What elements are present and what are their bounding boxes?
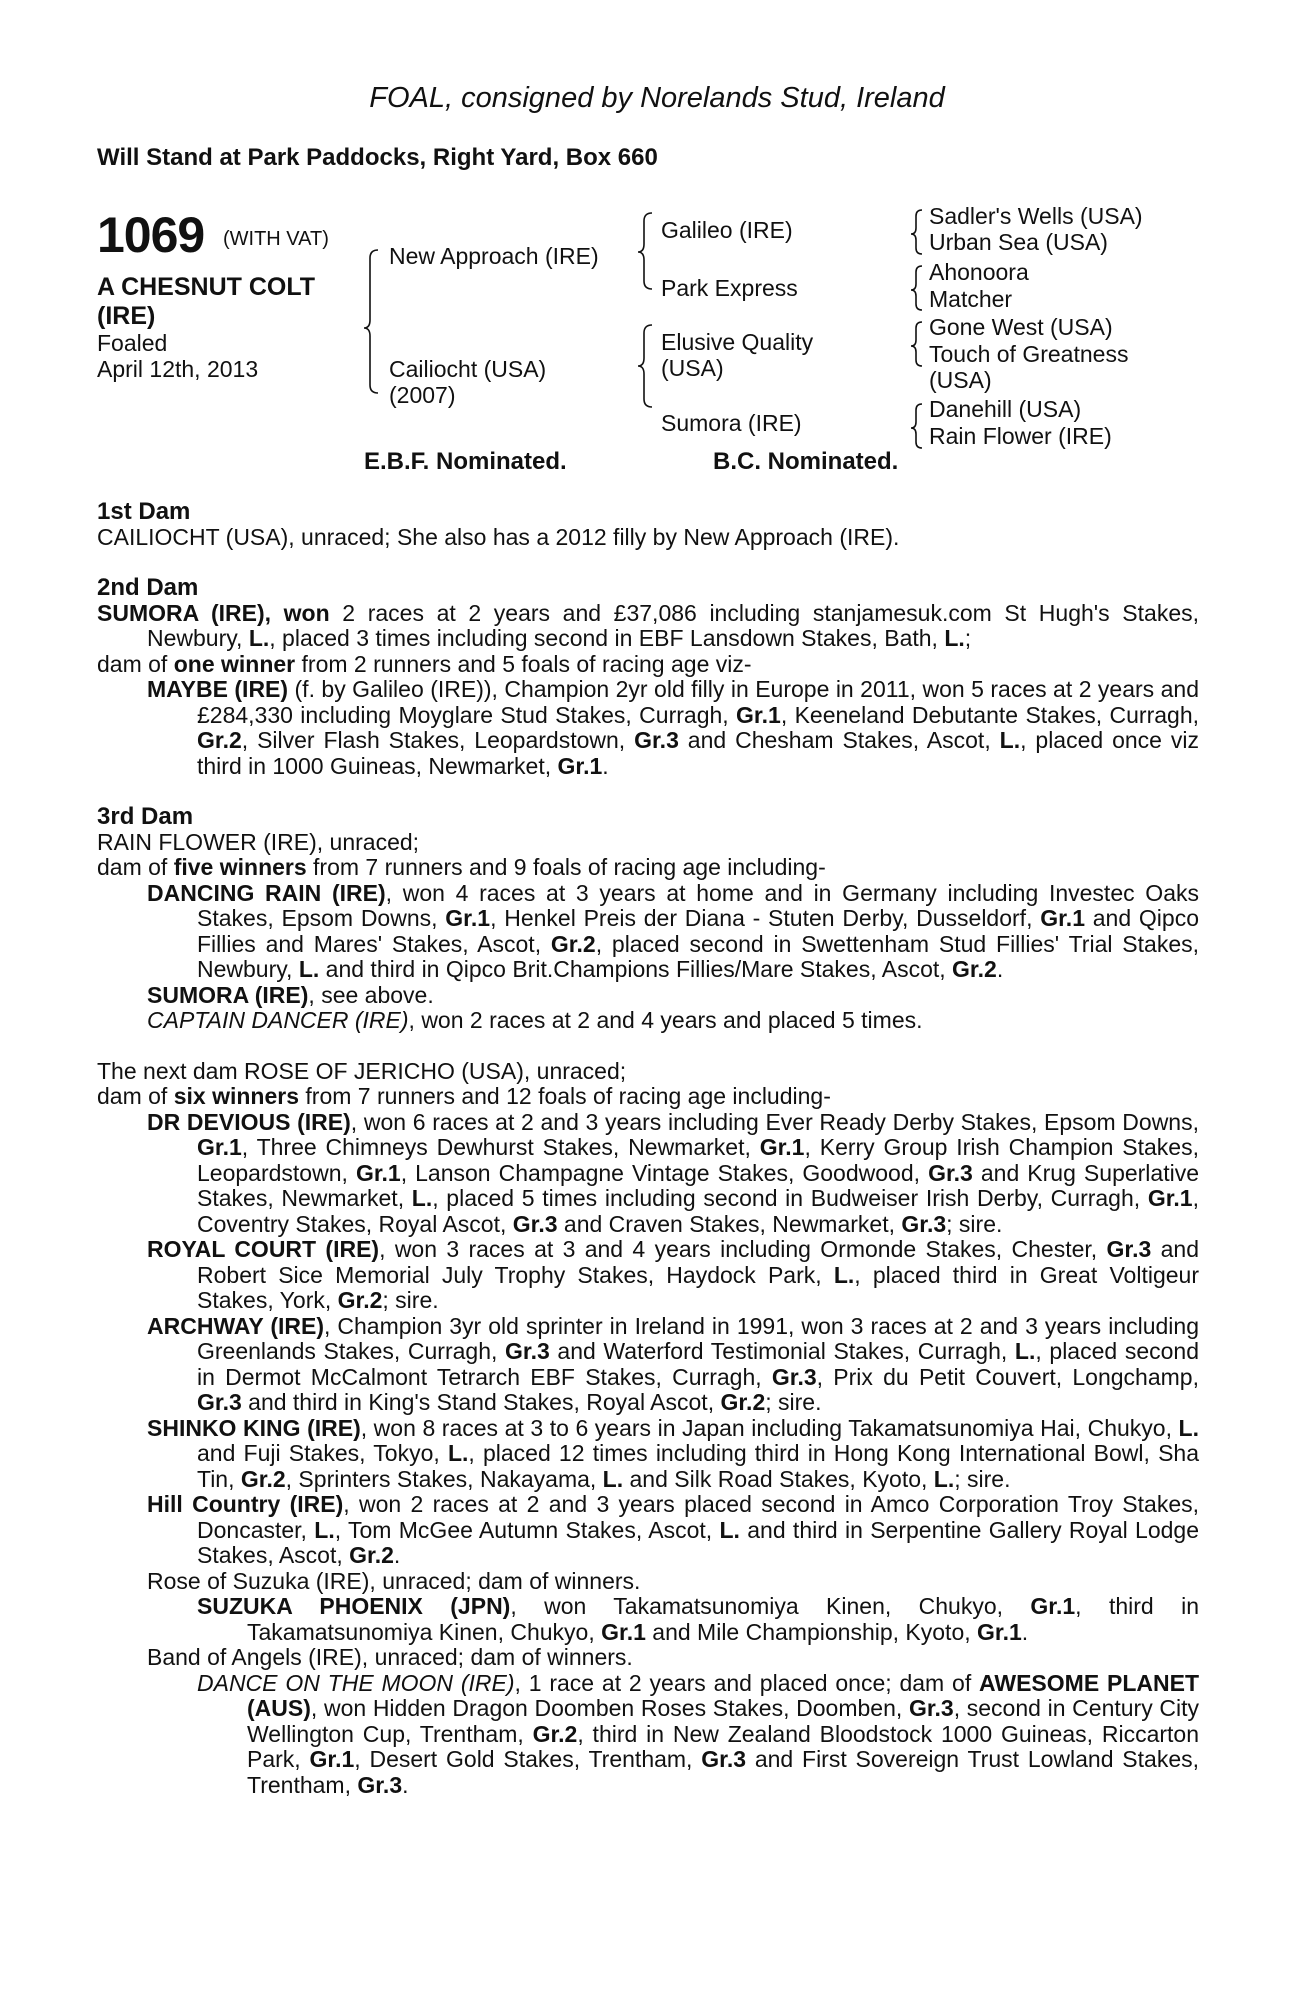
dd-t9: ; sire. xyxy=(946,1210,1003,1237)
consignment-title: FOAL, consigned by Norelands Stud, Ireland xyxy=(369,82,945,114)
dd-t1: , won 6 races at 2 and 3 years including Ever Ready Derby Stakes, Epsom Downs, xyxy=(350,1108,1199,1135)
brace-dam xyxy=(638,325,652,407)
dr-t6: . xyxy=(996,956,1004,982)
maybe-t2: , Keeneland Debutante Stakes, Curragh, xyxy=(780,701,1200,728)
dd-g5: Gr.1 xyxy=(1147,1185,1193,1211)
rc-t3: , placed third in Great Voltigeur Stakes, York, xyxy=(197,1261,1199,1313)
rc-t2: and Robert Sice Memorial July Trophy Stakes, Haydock Park, xyxy=(197,1236,1200,1288)
foaled-label: Foaled xyxy=(97,330,168,356)
dam4-winners: six winners xyxy=(173,1083,299,1109)
dam1-heading: 1st Dam xyxy=(97,498,191,525)
dancing-rain-record xyxy=(97,881,1199,983)
lot-desc-line2: (IRE) xyxy=(97,302,156,330)
dm-g4: Gr.3 xyxy=(701,1746,747,1772)
dm-t3: , second in Century City Wellington Cup, Trentham, xyxy=(247,1695,1200,1747)
dm-t2: , won Hidden Dragon Doomben Roses Stakes, Doomben, xyxy=(310,1695,909,1721)
rc-t4: ; sire. xyxy=(382,1287,439,1313)
dd-t8: and Craven Stakes, Newmarket, xyxy=(557,1210,902,1237)
rose-of-suzuka: Rose of Suzuka (IRE), unraced; dam of winners. xyxy=(147,1567,641,1594)
ar-g2: Gr.3 xyxy=(771,1363,817,1390)
maybe-l3: L. xyxy=(999,727,1021,753)
rc-l: L. xyxy=(833,1261,855,1288)
dam4-line1: The next dam ROSE OF JERICHO (USA), unraced; xyxy=(97,1057,627,1084)
sp-g1: Gr.1 xyxy=(1030,1593,1076,1619)
maybe-name: MAYBE (IRE) xyxy=(147,676,289,702)
pedigree-sire-dam: Park Express xyxy=(661,275,798,301)
foaled-value: April 12th, 2013 xyxy=(97,356,259,382)
hc-l2: L. xyxy=(719,1516,740,1543)
sp-g2: Gr.1 xyxy=(601,1618,646,1645)
dm-t1: , 1 race at 2 years and placed once; dam of xyxy=(514,1669,980,1696)
maybe-t6: . xyxy=(602,752,609,779)
sk-l3: L. xyxy=(602,1465,624,1492)
dam2-won: , won xyxy=(264,599,330,626)
pedigree-braces xyxy=(0,0,1314,470)
dd-g1: Gr.1 xyxy=(197,1134,242,1160)
sk-l4: L. xyxy=(933,1465,955,1492)
sp-t1: , won Takamatsunomiya Kinen, Chukyo, xyxy=(510,1593,1031,1619)
pedigree-ssd: Urban Sea (USA) xyxy=(929,229,1108,255)
ebf-nominated: E.B.F. Nominated. xyxy=(364,448,567,475)
sk-t4: , Sprinters Stakes, Nakayama, xyxy=(285,1465,603,1492)
maybe-g4: Gr.1 xyxy=(557,752,603,779)
pedigree-dam-name: Cailiocht (USA) xyxy=(389,356,547,382)
dam4-damof-label: dam of xyxy=(97,1083,174,1109)
dam2-damof-rest: from 2 runners and 5 foals of racing age viz- xyxy=(295,650,752,677)
maybe-g3: Gr.3 xyxy=(634,727,679,753)
ar-t3: , placed second in Dermot McCalmont Tetrarch EBF Stakes, Curragh, xyxy=(197,1338,1199,1390)
dam4-damof xyxy=(97,1084,1199,1110)
dm-t5: , Desert Gold Stakes, Trentham, xyxy=(354,1746,702,1772)
ar-t1: , Champion 3yr old sprinter in Ireland in 1991, won 3 races at 2 and 3 years including Greenlands Stakes, Curragh, xyxy=(197,1312,1199,1364)
dr-t3: and Qipco Fillies and Mares' Stakes, Ascot, xyxy=(197,905,1199,957)
sk-l1: L. xyxy=(1178,1414,1199,1441)
dam3-damof-label: dam of xyxy=(97,854,174,880)
hc-l1: L. xyxy=(314,1516,335,1543)
dam2-l2: L. xyxy=(944,625,965,651)
maybe-g2: Gr.2 xyxy=(197,727,242,753)
dr-g4: Gr.2 xyxy=(952,956,997,982)
dd-g2: Gr.1 xyxy=(759,1134,805,1160)
dam3-damof xyxy=(97,855,1199,881)
dam3-damof-rest: from 7 runners and 9 foals of racing age including- xyxy=(306,854,826,880)
dancing-rain-name: DANCING RAIN (IRE) xyxy=(147,879,386,906)
brace-dd xyxy=(911,404,922,448)
dr-t1: , won 4 races at 3 years at home and in Germany including Investec Oaks Stakes, Epsom Downs, xyxy=(197,879,1199,931)
pedigree-dam-sire-name: Elusive Quality xyxy=(661,329,814,355)
sk-l2: L. xyxy=(447,1440,469,1466)
dm-t6: and First Sovereign Trust Lowland Stakes, Trentham, xyxy=(247,1746,1200,1798)
sk-t1: , won 8 races at 3 to 6 years in Japan including Takamatsunomiya Hai, Chukyo, xyxy=(360,1414,1179,1441)
dam2-name: SUMORA (IRE) xyxy=(97,599,265,626)
sp-g3: Gr.1 xyxy=(977,1618,1022,1645)
brace-ds xyxy=(911,322,922,366)
dm-g2: Gr.2 xyxy=(532,1720,578,1747)
pedigree-dam-sire xyxy=(661,329,813,381)
ar-g4: Gr.2 xyxy=(720,1389,766,1415)
dr-t2: , Henkel Preis der Diana - Stuten Derby, Dusseldorf, xyxy=(490,905,1041,931)
shinko-king-name: SHINKO KING (IRE) xyxy=(147,1414,361,1441)
ar-g1: Gr.3 xyxy=(505,1338,550,1364)
hc-g1: Gr.2 xyxy=(349,1542,394,1568)
dm-g5: Gr.3 xyxy=(357,1771,403,1798)
dd-g7: Gr.3 xyxy=(901,1210,947,1237)
rc-g1: Gr.3 xyxy=(1106,1236,1152,1262)
sk-t2: and Fuji Stakes, Tokyo, xyxy=(197,1440,448,1466)
dd-g6: Gr.3 xyxy=(512,1210,558,1237)
maybe-t5: , placed once viz third in 1000 Guineas, Newmarket, xyxy=(197,727,1200,779)
maybe-record xyxy=(97,677,1199,779)
dd-t4: , Lanson Champagne Vintage Stakes, Goodwood, xyxy=(400,1159,929,1186)
dr-t4: , placed second in Swettenham Stud Fillies' Trial Stakes, Newbury, xyxy=(197,930,1200,982)
captain-dancer-text: , won 2 races at 2 and 4 years and placed 5 times. xyxy=(408,1007,923,1033)
royal-court-name: ROYAL COURT (IRE) xyxy=(147,1236,380,1262)
ar-l: L. xyxy=(1014,1338,1036,1364)
dm-t4: , third in New Zealand Bloodstock 1000 Guineas, Riccarton Park, xyxy=(247,1720,1199,1772)
dr-l: L. xyxy=(298,956,320,982)
ar-t6: ; sire. xyxy=(765,1389,822,1415)
archway-record xyxy=(97,1314,1199,1416)
dr-devious-record xyxy=(97,1110,1199,1238)
dam2-l1: L. xyxy=(248,625,270,651)
dam2-damof-label: dam of xyxy=(97,650,174,677)
dam2-record xyxy=(97,601,1199,652)
dam3-heading: 3rd Dam xyxy=(97,803,194,830)
awesome-planet-name: AWESOME PLANET (AUS) xyxy=(247,1669,1199,1721)
captain-dancer-name: CAPTAIN DANCER (IRE) xyxy=(147,1007,409,1033)
ar-t5: and third in King's Stand Stakes, Royal Ascot, xyxy=(241,1389,721,1415)
dam3-winners: five winners xyxy=(173,854,307,880)
dd-g4: Gr.3 xyxy=(928,1159,973,1186)
lot-desc-line1: A CHESNUT COLT xyxy=(97,273,316,301)
suzuka-phoenix-record xyxy=(97,1594,1199,1645)
pedigree-dss: Gone West (USA) xyxy=(929,314,1113,340)
dam2-heading: 2nd Dam xyxy=(97,574,199,601)
dance-on-the-moon-record xyxy=(97,1671,1199,1799)
rc-t1: , won 3 races at 3 and 4 years including Ormonde Stakes, Chester, xyxy=(379,1236,1107,1262)
pedigree-notes xyxy=(97,499,1199,1798)
pedigree-sdd: Matcher xyxy=(929,286,1013,312)
maybe-g1: Gr.1 xyxy=(736,701,781,728)
hc-t4: . xyxy=(393,1542,401,1568)
pedigree-dsd: Touch of Greatness xyxy=(929,341,1129,367)
maybe-t3: , Silver Flash Stakes, Leopardstown, xyxy=(241,727,635,753)
pedigree-dam xyxy=(389,356,546,408)
ar-t4: , Prix du Petit Couvert, Longchamp, xyxy=(816,1363,1199,1390)
maybe-t4: and Chesham Stakes, Ascot, xyxy=(678,727,1000,753)
sp-t4: . xyxy=(1021,1618,1029,1645)
dd-t6: , placed 5 times including second in Budweiser Irish Derby, Curragh, xyxy=(432,1185,1148,1211)
archway-name: ARCHWAY (IRE) xyxy=(147,1312,324,1339)
dam2-text: 2 races at 2 years and £37,086 including stanjamesuk.com St Hugh's Stakes, Newbury, xyxy=(147,599,1199,651)
captain-dancer-record xyxy=(97,1008,1199,1034)
dm-g1: Gr.3 xyxy=(908,1695,954,1721)
pedigree-dsd-country: (USA) xyxy=(929,367,992,393)
hc-t2: , Tom McGee Autumn Stakes, Ascot, xyxy=(334,1516,720,1543)
sk-t5: and Silk Road Stakes, Kyoto, xyxy=(623,1465,934,1492)
dd-t5: and Krug Superlative Stakes, Newmarket, xyxy=(197,1159,1200,1211)
dr-t5: and third in Qipco Brit.Champions Fillies/Mare Stakes, Ascot, xyxy=(319,956,953,982)
dam1-text: CAILIOCHT (USA), unraced; She also has a 2012 filly by New Approach (IRE). xyxy=(97,523,900,550)
rc-g2: Gr.2 xyxy=(337,1287,383,1313)
dm-g3: Gr.1 xyxy=(309,1746,355,1772)
dd-l: L. xyxy=(411,1185,433,1211)
hill-country-name: Hill Country (IRE) xyxy=(147,1491,344,1517)
hc-t1: , won 2 races at 2 and 3 years placed second in Amco Corporation Troy Stakes, Doncaster, xyxy=(197,1491,1200,1543)
sk-t3: , placed 12 times including third in Hong Kong International Bowl, Sha Tin, xyxy=(197,1440,1199,1492)
dam3-line1: RAIN FLOWER (IRE), unraced; xyxy=(97,828,420,855)
hill-country-record xyxy=(97,1492,1199,1569)
pedigree-ddd: Rain Flower (IRE) xyxy=(929,423,1112,449)
dam2-damof xyxy=(97,652,1199,678)
dance-on-the-moon-name: DANCE ON THE MOON (IRE) xyxy=(197,1669,515,1696)
dr-g2: Gr.1 xyxy=(1040,905,1085,931)
dm-t7: . xyxy=(402,1771,409,1798)
ar-t2: and Waterford Testimonial Stakes, Curragh, xyxy=(549,1338,1015,1364)
brace-sd xyxy=(911,266,922,310)
sk-g1: Gr.2 xyxy=(240,1465,286,1492)
pedigree-dds: Danehill (USA) xyxy=(929,396,1082,422)
royal-court-record xyxy=(97,1237,1199,1314)
dr-g3: Gr.2 xyxy=(550,930,596,957)
pedigree-sds: Ahonoora xyxy=(929,259,1029,285)
dr-devious-name: DR DEVIOUS (IRE) xyxy=(147,1108,351,1135)
brace-sire xyxy=(638,213,652,289)
stand-location: Will Stand at Park Paddocks, Right Yard, Box 660 xyxy=(97,144,658,171)
hc-t3: and third in Serpentine Gallery Royal Lodge Stakes, Ascot, xyxy=(197,1516,1199,1568)
pedigree-dam-year: (2007) xyxy=(389,382,456,408)
dam2-winners: one winner xyxy=(173,650,296,677)
sumora-text: , see above. xyxy=(308,981,434,1008)
dd-t3: , Kerry Group Irish Champion Stakes, Leopardstown, xyxy=(197,1134,1199,1186)
sumora-record xyxy=(97,983,1199,1009)
maybe-t1: (f. by Galileo (IRE)), Champion 2yr old filly in Europe in 2011, won 5 races at 2 years and £284,330 including Moyglare Stud Stakes, Curragh, xyxy=(197,676,1200,728)
lot-number: 1069 xyxy=(97,207,205,263)
sp-t3: and Mile Championship, Kyoto, xyxy=(645,1618,978,1645)
pedigree-dam-dam: Sumora (IRE) xyxy=(661,410,802,436)
sp-t2: , third in Takamatsunomiya Kinen, Chukyo, xyxy=(247,1593,1199,1645)
brace-ss xyxy=(911,210,922,254)
dam4-damof-rest: from 7 runners and 12 foals of racing age including- xyxy=(299,1083,831,1109)
pedigree-sire-sire: Galileo (IRE) xyxy=(661,217,793,243)
sumora-name: SUMORA (IRE) xyxy=(147,981,309,1008)
bc-nominated: B.C. Nominated. xyxy=(713,448,899,475)
pedigree-sss: Sadler's Wells (USA) xyxy=(929,203,1143,229)
vat-note: (WITH VAT) xyxy=(223,228,329,250)
dd-g3: Gr.1 xyxy=(355,1159,401,1186)
pedigree-dam-sire-country: (USA) xyxy=(661,355,724,381)
ar-g3: Gr.3 xyxy=(197,1389,242,1415)
dam2-text2: , placed 3 times including second in EBF Lansdown Stakes, Bath, xyxy=(269,625,945,651)
sk-t6: ; sire. xyxy=(954,1465,1011,1492)
band-of-angels: Band of Angels (IRE), unraced; dam of winners. xyxy=(147,1644,633,1670)
dr-g1: Gr.1 xyxy=(445,905,491,931)
dd-t7: , Coventry Stakes, Royal Ascot, xyxy=(197,1185,1199,1237)
brace-main xyxy=(364,250,378,393)
pedigree-sire: New Approach (IRE) xyxy=(389,243,599,269)
dam2-text3: ; xyxy=(964,625,972,651)
shinko-king-record xyxy=(97,1416,1199,1493)
dd-t2: , Three Chimneys Dewhurst Stakes, Newmarket, xyxy=(241,1134,760,1160)
suzuka-phoenix-name: SUZUKA PHOENIX (JPN) xyxy=(197,1593,511,1619)
